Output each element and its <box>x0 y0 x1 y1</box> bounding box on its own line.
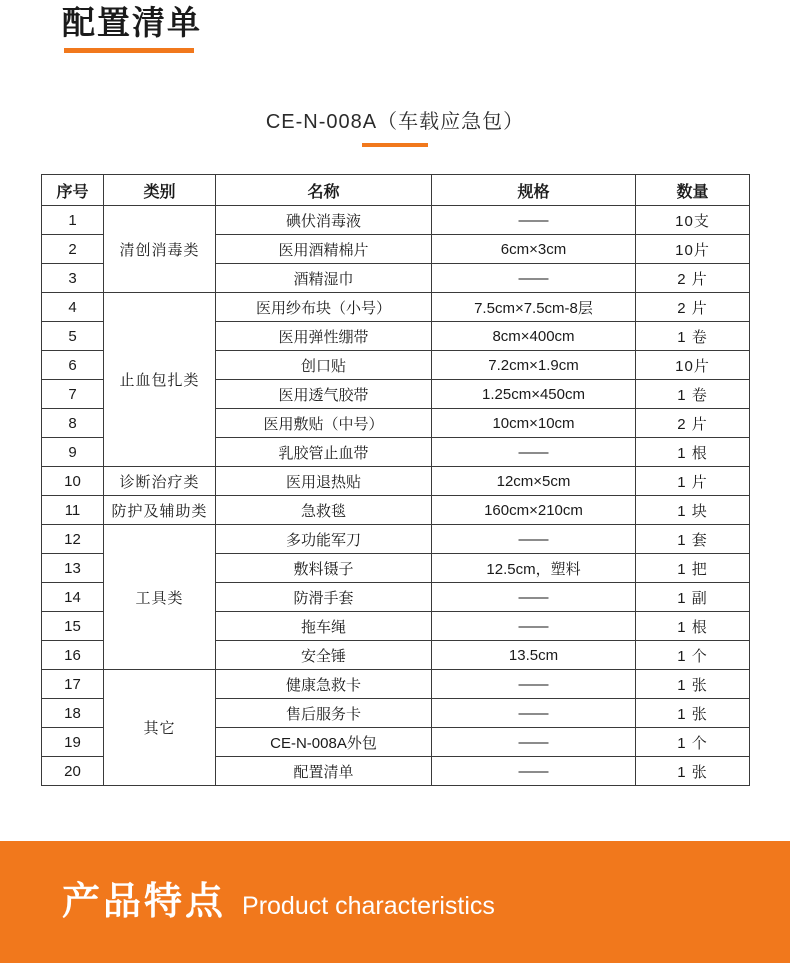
cell-no: 6 <box>42 351 104 380</box>
cell-spec: —— <box>432 728 636 757</box>
cell-qty: 1 副 <box>636 583 750 612</box>
cell-name: 乳胶管止血带 <box>216 438 432 467</box>
cell-name: 健康急救卡 <box>216 670 432 699</box>
cell-spec: —— <box>432 699 636 728</box>
cell-name: CE-N-008A外包 <box>216 728 432 757</box>
cell-no: 16 <box>42 641 104 670</box>
cell-name: 防滑手套 <box>216 583 432 612</box>
cell-no: 19 <box>42 728 104 757</box>
banner-title-cn: 产品特点 <box>62 881 227 923</box>
cell-category: 工具类 <box>104 525 216 670</box>
cell-no: 4 <box>42 293 104 322</box>
cell-qty: 1 卷 <box>636 380 750 409</box>
spec-table-head <box>42 175 750 206</box>
cell-category: 止血包扎类 <box>104 293 216 467</box>
spec-table-body <box>42 206 750 786</box>
cell-category: 防护及辅助类 <box>104 496 216 525</box>
cell-qty: 1 套 <box>636 525 750 554</box>
col-header-cat: 类别 <box>104 175 216 206</box>
cell-spec: —— <box>432 438 636 467</box>
cell-name: 医用透气胶带 <box>216 380 432 409</box>
subtitle-underline <box>362 143 428 147</box>
cell-name: 敷料镊子 <box>216 554 432 583</box>
cell-spec: 6cm×3cm <box>432 235 636 264</box>
cell-spec: —— <box>432 612 636 641</box>
table-header-row <box>42 175 750 206</box>
cell-name: 售后服务卡 <box>216 699 432 728</box>
cell-no: 1 <box>42 206 104 235</box>
cell-name: 医用纱布块（小号） <box>216 293 432 322</box>
cell-name: 安全锤 <box>216 641 432 670</box>
cell-no: 14 <box>42 583 104 612</box>
cell-no: 13 <box>42 554 104 583</box>
cell-spec: —— <box>432 264 636 293</box>
banner-inner <box>0 883 495 921</box>
cell-no: 9 <box>42 438 104 467</box>
cell-category: 其它 <box>104 670 216 786</box>
cell-qty: 2 片 <box>636 293 750 322</box>
table-row <box>42 467 750 496</box>
cell-name: 医用敷贴（中号） <box>216 409 432 438</box>
cell-spec: 7.2cm×1.9cm <box>432 351 636 380</box>
cell-name: 碘伏消毒液 <box>216 206 432 235</box>
cell-spec: —— <box>432 583 636 612</box>
banner-title-en: Product characteristics <box>242 892 495 920</box>
cell-name: 医用弹性绷带 <box>216 322 432 351</box>
cell-qty: 1 根 <box>636 612 750 641</box>
cell-no: 17 <box>42 670 104 699</box>
cell-qty: 1 片 <box>636 467 750 496</box>
col-header-no: 序号 <box>42 175 104 206</box>
table-row <box>42 670 750 699</box>
cell-name: 多功能军刀 <box>216 525 432 554</box>
cell-no: 5 <box>42 322 104 351</box>
cell-qty: 10片 <box>636 351 750 380</box>
page-heading <box>0 0 790 53</box>
subtitle-block <box>0 105 790 147</box>
cell-no: 15 <box>42 612 104 641</box>
page-title: 配置清单 <box>62 4 202 41</box>
cell-spec: 10cm×10cm <box>432 409 636 438</box>
cell-qty: 1 张 <box>636 757 750 786</box>
title-underline <box>64 48 194 53</box>
cell-qty: 1 个 <box>636 728 750 757</box>
cell-spec: —— <box>432 757 636 786</box>
cell-qty: 1 块 <box>636 496 750 525</box>
cell-spec: 1.25cm×450cm <box>432 380 636 409</box>
table-row <box>42 496 750 525</box>
cell-no: 11 <box>42 496 104 525</box>
cell-spec: 8cm×400cm <box>432 322 636 351</box>
cell-qty: 1 个 <box>636 641 750 670</box>
table-row <box>42 206 750 235</box>
table-row <box>42 525 750 554</box>
cell-spec: 160cm×210cm <box>432 496 636 525</box>
col-header-qty: 数量 <box>636 175 750 206</box>
cell-spec: 13.5cm <box>432 641 636 670</box>
cell-spec: 12.5cm，塑料 <box>432 554 636 583</box>
col-header-name: 名称 <box>216 175 432 206</box>
cell-qty: 1 根 <box>636 438 750 467</box>
cell-category: 清创消毒类 <box>104 206 216 293</box>
cell-no: 10 <box>42 467 104 496</box>
cell-spec: 12cm×5cm <box>432 467 636 496</box>
cell-no: 20 <box>42 757 104 786</box>
cell-qty: 2 片 <box>636 264 750 293</box>
spec-table-wrapper <box>41 174 749 786</box>
cell-name: 配置清单 <box>216 757 432 786</box>
cell-qty: 1 张 <box>636 699 750 728</box>
cell-qty: 10片 <box>636 235 750 264</box>
spec-table <box>41 174 750 786</box>
table-row <box>42 293 750 322</box>
cell-qty: 10支 <box>636 206 750 235</box>
cell-spec: —— <box>432 525 636 554</box>
cell-no: 12 <box>42 525 104 554</box>
cell-qty: 1 张 <box>636 670 750 699</box>
cell-name: 医用退热贴 <box>216 467 432 496</box>
cell-no: 3 <box>42 264 104 293</box>
cell-name: 急救毯 <box>216 496 432 525</box>
cell-name: 创口贴 <box>216 351 432 380</box>
cell-name: 酒精湿巾 <box>216 264 432 293</box>
product-model-subtitle: CE-N-008A（车载应急包） <box>265 111 525 133</box>
product-characteristics-banner <box>0 841 790 963</box>
cell-qty: 2 片 <box>636 409 750 438</box>
cell-name: 医用酒精棉片 <box>216 235 432 264</box>
cell-no: 18 <box>42 699 104 728</box>
cell-no: 2 <box>42 235 104 264</box>
cell-spec: —— <box>432 206 636 235</box>
cell-name: 拖车绳 <box>216 612 432 641</box>
cell-qty: 1 把 <box>636 554 750 583</box>
cell-no: 8 <box>42 409 104 438</box>
cell-spec: —— <box>432 670 636 699</box>
cell-spec: 7.5cm×7.5cm-8层 <box>432 293 636 322</box>
cell-qty: 1 卷 <box>636 322 750 351</box>
cell-no: 7 <box>42 380 104 409</box>
col-header-spec: 规格 <box>432 175 636 206</box>
cell-category: 诊断治疗类 <box>104 467 216 496</box>
